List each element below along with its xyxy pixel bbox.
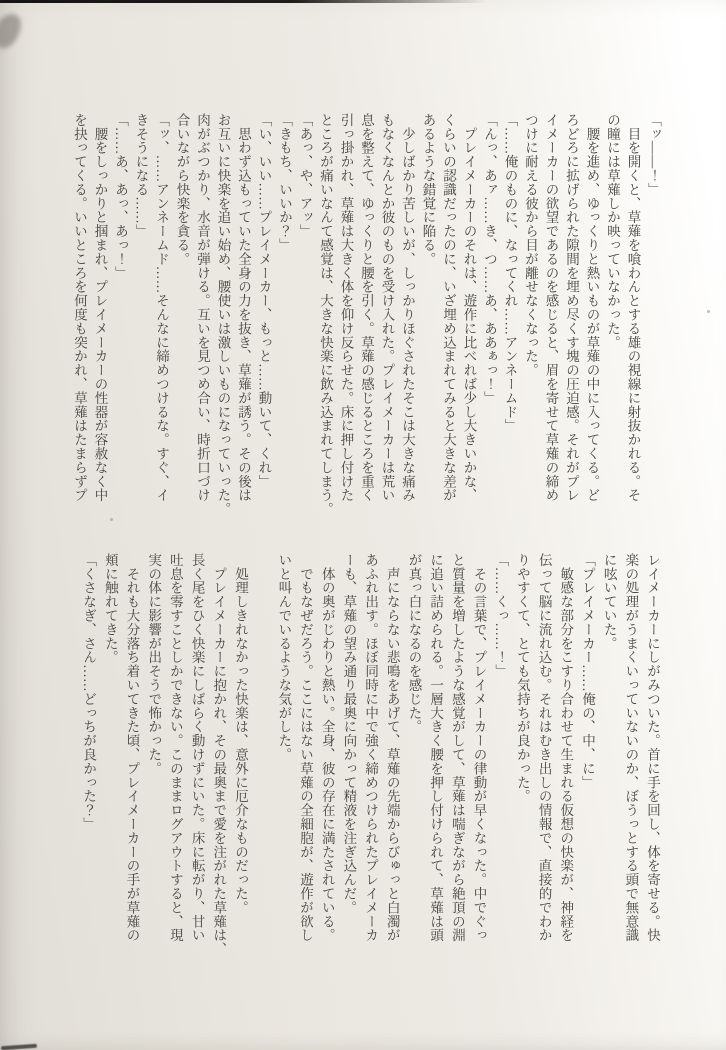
text-column: 「……くっ……！」 [493,553,509,679]
text-column: 頬に触れてきた。 [102,553,118,665]
text-column: 敏感な部分をこすり合わせて生まれる仮想の快楽が、神経を [558,553,574,943]
text-column: いと叫んでいるような気がした。 [276,553,292,762]
text-column: 「ッ――！」 [646,113,661,197]
text-column: 吐息を零すことしかできない。このままログアウトすると、現 [167,553,183,943]
scan-edge-artifact-top [0,0,488,3]
text-column: りやすくて、とても気持ちが良かった。 [514,553,530,804]
text-column: の瞳には草薙しか映っていなかった。 [605,113,620,350]
text-column: その言葉で、プレイメーカーの律動が早くなった。中でぐっ [471,553,487,943]
text-column: 少しばかり苦しいが、しっかりほぐされたそこは大きな痛み [400,113,415,503]
text-column: 「きもち、いいか？」 [277,113,292,252]
text-column: 「い、いい……プレイメーカー、もっと……動いて、くれ」 [256,113,272,489]
text-column: レイメーカーにしがみついた。首に手を回し、体を寄せる。快 [645,553,660,943]
text-column: と質量を増したような感覚がして、草薙は喘ぎながら絶頂の淵 [449,553,465,943]
text-column: 実の体に影響が出そうで怖かった。 [146,553,162,776]
text-column: 楽の処理がうまくいっていないのか、ぼうっとする頭で無意識 [623,553,639,943]
text-column: 「プレイメーカー……俺の、中、に」 [579,553,595,790]
text-column: 腰を進め、ゆっくりと熱いものが草薙の中に入ってくる。ど [584,113,600,503]
text-column: 目を開くと、草薙を喰わんとする雄の視線に射抜かれる。そ [625,113,641,503]
text-column: プレイメーカーのそれは、遊作に比べれば少し大きいかな、 [461,113,477,503]
text-column: 「ッ、……アンネームド……そんなに締めつけるな。すぐ、イ [154,113,169,503]
text-column: プレイメーカーに抱かれ、その最奥まで愛を注がれた草薙は、 [211,553,227,957]
text-column: 引っ掛かれ、草薙は大きく体を仰け反らせた。床に押し付けた [338,113,354,503]
text-column: もなくなんとか彼のものを受け入れた。プレイメーカーは荒い [379,113,395,503]
text-column: 「くさなぎ、さん……どっちが良かった？」 [81,553,97,831]
text-column: を抉ってくる。いいところを何度も突かれ、草薙はたまらずプ [72,113,87,503]
text-column: イメーカーの欲望であるのを感じると、眉を寄せて草薙の締め [543,113,559,503]
text-column: 「……あ、あっ、あっ！」 [113,113,128,280]
text-column: 長く尾をひく快楽にしばらく動けずにいた。床に転がり、甘い [189,553,205,943]
text-column: ところが痛いなんて感覚は、大きな快楽に飲み込まれてしまう。 [318,113,333,517]
text-column: 処理しきれなかった快楽は、意外に厄介なものだった。 [232,553,248,915]
scan-mark-bottom-left [1,1044,37,1050]
text-column: あるような錯覚に陥る。 [420,113,436,266]
text-column: 「んっ、あァ……き、つ……あ、ああぁっ！」 [482,113,497,405]
text-column: ろどろに拡げられた隙間を埋め尽くす塊の圧迫感。それがプレ [564,113,579,503]
scan-speck [110,518,113,521]
text-block-bottom [77,553,663,957]
text-column-blank [251,553,273,947]
text-column: ーも、草薙の望み通り最奥に向かって精液を注ぎ込んだ。 [341,553,357,915]
text-column: 「あっ、や、アッ」 [297,113,313,239]
text-column: 伝って脳に流れ込む。それはむき出しの情報で、直接的でわか [536,553,552,943]
scan-smudge-top-left [0,10,24,52]
text-column: に呟いていた。 [601,553,617,651]
text-column: 腰をしっかりと掴まれ、プレイメーカーの性器が容赦なく中 [92,113,108,503]
text-column: 声にならない悲鳴をあげて、草薙の先端からびゅっと白濁が [384,553,400,943]
text-column: 思わず込もっていた全身の力を抜き、草薙が誘う。その後は [236,113,251,503]
text-column: くらいの認識だったのに、いざ埋め込まれてみると大きな差が [441,113,456,503]
scan-speck [707,310,710,313]
text-column: それも大分落ち着いてきた頃、プレイメーカーの手が草薙の [124,553,140,943]
text-column: に追い詰められる。一層大きく腰を押し付けられて、草薙は頭 [428,553,444,943]
text-block-top [69,113,664,517]
text-column: お互いに快楽を追い始め、腰使いは激しいものになっていった。 [215,113,231,517]
text-column: 息を整えて、ゆっくりと腰を引く。草薙の感じるところを重く [359,113,374,503]
text-column: 合いながら快楽を貪る。 [174,113,190,266]
text-column: でもなぜだろう。ここにはない草薙の全細胞が、遊作が欲し [298,553,313,943]
text-column: 体の奥がじわりと熱い。全身、彼の存在に満たされている。 [319,553,335,943]
text-column: 「……俺のものに、なってくれ……アンネームド」 [502,113,518,433]
text-column: あふれ出す。ほぼ同時に中で強く締めつけられたプレイメーカ [363,553,379,943]
text-column: 肉がぶつかり、水音が弾ける。互いを見つめ合い、時折口づけ [195,113,210,503]
text-column: きそうになる……」 [133,113,149,239]
text-column: つけに耐える彼から目が離せなくなった。 [523,113,538,378]
text-column: が真っ白になるのを感じた。 [406,553,422,734]
